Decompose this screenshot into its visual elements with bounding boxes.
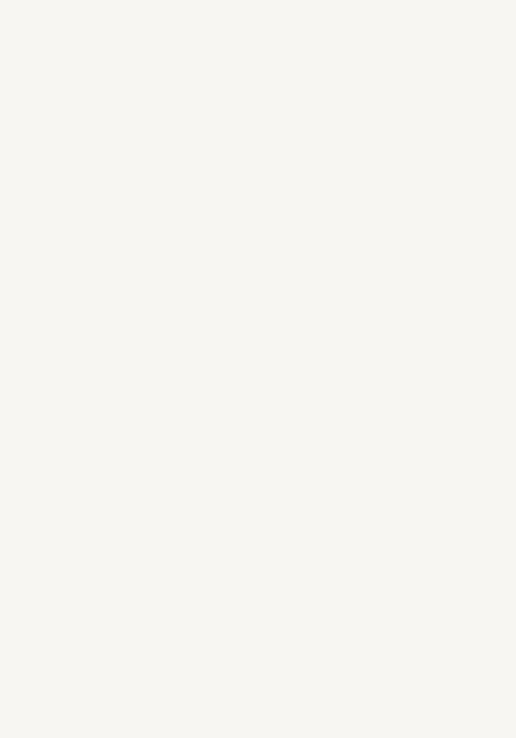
top-text-block [4, 54, 492, 297]
bottom-text-block [4, 484, 492, 700]
middle-text-block [4, 269, 492, 483]
